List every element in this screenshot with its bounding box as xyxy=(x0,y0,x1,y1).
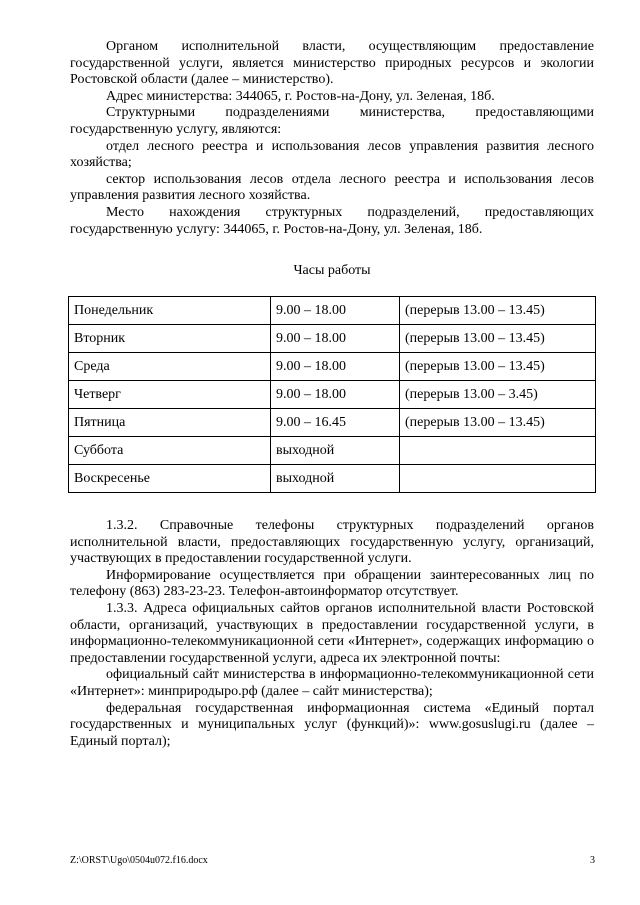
paragraph: сектор использования лесов отдела лесного реестра и использования лесов управления развития лесного хозяйства. xyxy=(70,171,594,204)
break-cell: (перерыв 13.00 – 13.45) xyxy=(400,409,596,437)
table-row xyxy=(69,325,596,353)
paragraph: Информирование осуществляется при обращении заинтересованных лиц по телефону (863) 283-23-23. Телефон-автоинформатор отсутствует. xyxy=(70,567,594,600)
contacts-section xyxy=(70,518,594,750)
break-cell: (перерыв 13.00 – 13.45) xyxy=(400,325,596,353)
page-number: 3 xyxy=(590,855,595,866)
break-cell: (перерыв 13.00 – 13.45) xyxy=(400,353,596,381)
table-row xyxy=(69,465,596,493)
table-row xyxy=(69,297,596,325)
table-row xyxy=(69,409,596,437)
table-row xyxy=(69,437,596,465)
day-cell: Пятница xyxy=(69,409,271,437)
table-row xyxy=(69,353,596,381)
intro-section xyxy=(70,39,594,238)
schedule-title: Часы работы xyxy=(293,263,371,278)
hours-cell: 9.00 – 18.00 xyxy=(271,353,400,381)
schedule-table xyxy=(68,296,596,493)
hours-cell: выходной xyxy=(271,465,400,493)
paragraph: Место нахождения структурных подразделений, предоставляющих государственную услугу: 344065, г. Ростов-на-Дону, ул. Зеленая, 18б. xyxy=(70,204,594,237)
day-cell: Среда xyxy=(69,353,271,381)
day-cell: Понедельник xyxy=(69,297,271,325)
hours-cell: 9.00 – 16.45 xyxy=(271,409,400,437)
day-cell: Четверг xyxy=(69,381,271,409)
day-cell: Вторник xyxy=(69,325,271,353)
break-cell: (перерыв 13.00 – 13.45) xyxy=(400,297,596,325)
hours-cell: 9.00 – 18.00 xyxy=(271,381,400,409)
paragraph: Структурными подразделениями министерства, предоставляющими государственную услугу, являются: xyxy=(70,105,594,137)
paragraph: 1.3.2. Справочные телефоны структурных подразделений органов исполнительной власти, предоставляющих государственную услугу, организаций, участвующих в предоставлении государственной услуги. xyxy=(70,518,594,567)
break-cell: (перерыв 13.00 – 3.45) xyxy=(400,381,596,409)
paragraph: Адрес министерства: 344065, г. Ростов-на-Дону, ул. Зеленая, 18б. xyxy=(106,88,495,104)
day-cell: Суббота xyxy=(69,437,271,465)
paragraph: официальный сайт министерства в информационно-телекоммуникационной сети «Интернет»: минприродыро.рф (далее – сайт министерства); xyxy=(70,667,594,699)
break-cell xyxy=(400,437,596,465)
paragraph: Органом исполнительной власти, осуществляющим предоставление государственной услуги, является министерство природных ресурсов и экологии Ростовской области (далее – министерство). xyxy=(70,39,594,88)
hours-cell: выходной xyxy=(271,437,400,465)
hours-cell: 9.00 – 18.00 xyxy=(271,297,400,325)
break-cell xyxy=(400,465,596,493)
footer-file-path: Z:\ORST\Ugo\0504u072.f16.docx xyxy=(70,855,208,866)
paragraph: 1.3.3. Адреса официальных сайтов органов исполнительной власти Ростовской области, организаций, участвующих в предоставлении государственной услуги, в информационно-телекоммуникационной сети «Интернет», содержащих информацию о предоставлении государственной услуги, адреса их электронной почты: xyxy=(70,600,594,666)
paragraph: федеральная государственная информационная система «Единый портал государственных и муниципальных услуг (функций)»: www.gosuslugi.ru (далее – Единый портал); xyxy=(70,700,594,749)
day-cell: Воскресенье xyxy=(69,465,271,493)
hours-cell: 9.00 – 18.00 xyxy=(271,325,400,353)
paragraph: отдел лесного реестра и использования лесов управления развития лесного хозяйства; xyxy=(70,138,594,171)
table-row xyxy=(69,381,596,409)
